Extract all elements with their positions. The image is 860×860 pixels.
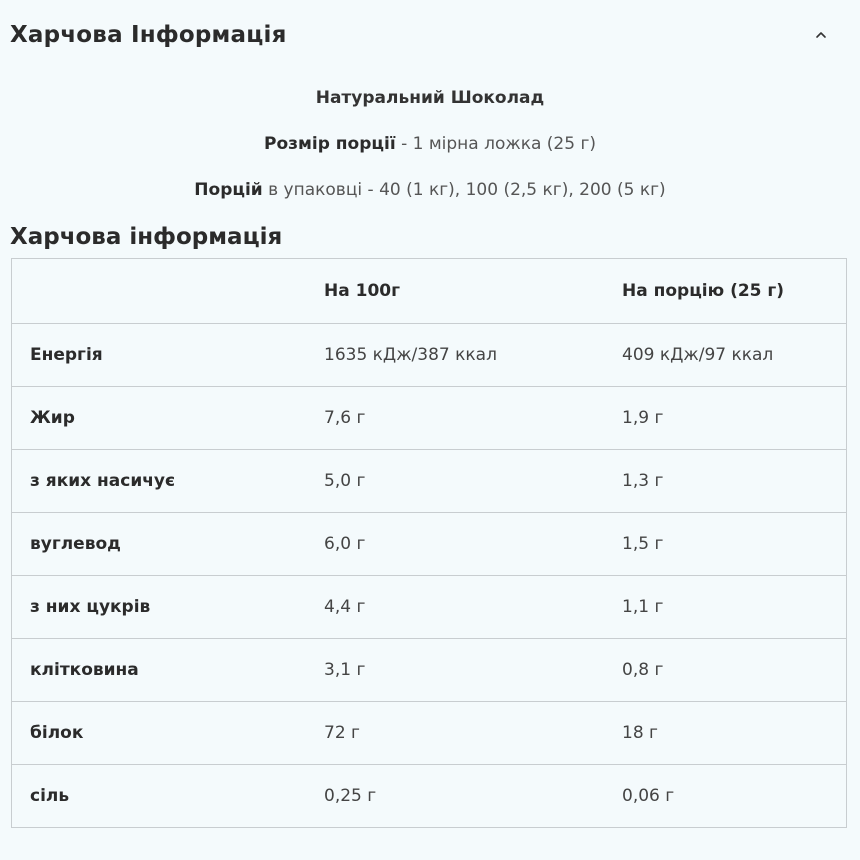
nutrition-accordion-header[interactable] (0, 10, 860, 60)
servings-value: - 40 (1 кг), 100 (2,5 кг), 200 (5 кг) (362, 180, 666, 200)
header-cell-empty (12, 259, 307, 324)
value-per-serving: 0,06 г (604, 765, 847, 828)
value-per-serving: 1,3 г (604, 450, 847, 513)
value-per-serving: 1,9 г (604, 387, 847, 450)
row-label: клітковина (12, 639, 307, 702)
row-label: Енергія (12, 324, 307, 387)
header-per-serving: На порцію (25 г) (604, 259, 847, 324)
table-row (12, 639, 847, 702)
flavour-name: Натуральний Шоколад (315, 88, 545, 108)
row-label: з яких насичує (12, 450, 307, 513)
nutrition-subheading: Харчова інформація (10, 224, 283, 250)
table-row (12, 765, 847, 828)
servings-text: в упаковці (262, 180, 363, 200)
servings-per-pack (0, 180, 860, 200)
nutrition-table (11, 258, 847, 828)
serving-size-value: - 1 мірна ложка (25 г) (395, 134, 597, 154)
header-per-100g: На 100г (306, 259, 604, 324)
row-label: вуглевод (12, 513, 307, 576)
servings-label: Порцій (194, 180, 263, 200)
row-label: Жир (12, 387, 307, 450)
value-per-serving: 409 кДж/97 ккал (604, 324, 847, 387)
row-label: з них цукрів (12, 576, 307, 639)
value-per-100g: 3,1 г (306, 639, 604, 702)
serving-size-label: Розмір порції (263, 134, 396, 154)
table-row (12, 450, 847, 513)
value-per-100g: 1635 кДж/387 ккал (306, 324, 604, 387)
value-per-serving: 1,1 г (604, 576, 847, 639)
table-header-row (12, 259, 847, 324)
value-per-100g: 7,6 г (306, 387, 604, 450)
value-per-100g: 0,25 г (306, 765, 604, 828)
value-per-serving: 18 г (604, 702, 847, 765)
serving-size (0, 134, 860, 154)
value-per-100g: 6,0 г (306, 513, 604, 576)
table-row (12, 513, 847, 576)
value-per-100g: 4,4 г (306, 576, 604, 639)
chevron-up-icon[interactable] (812, 26, 830, 44)
row-label: сіль (12, 765, 307, 828)
table-row (12, 576, 847, 639)
value-per-100g: 72 г (306, 702, 604, 765)
value-per-serving: 0,8 г (604, 639, 847, 702)
table-row (12, 387, 847, 450)
row-label: білок (12, 702, 307, 765)
table-row (12, 702, 847, 765)
value-per-serving: 1,5 г (604, 513, 847, 576)
value-per-100g: 5,0 г (306, 450, 604, 513)
table-row (12, 324, 847, 387)
accordion-title: Харчова Інформація (10, 22, 287, 48)
